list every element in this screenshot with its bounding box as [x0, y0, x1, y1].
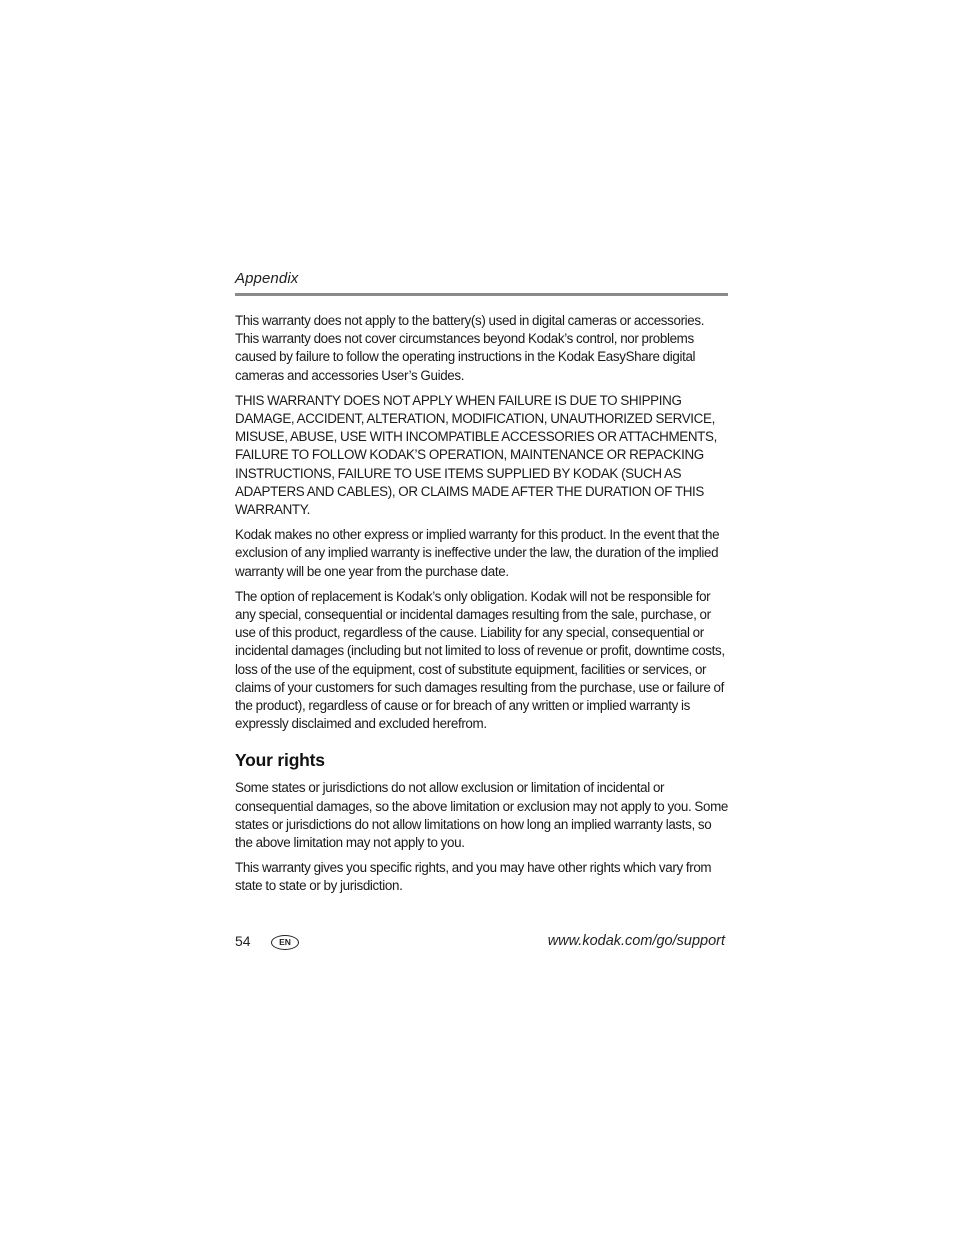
language-badge-icon: EN — [271, 935, 299, 950]
paragraph-warranty-exclusions: THIS WARRANTY DOES NOT APPLY WHEN FAILURE IS DUE TO SHIPPING DAMAGE, ACCIDENT, ALTERATION, MODIFICATION, UNAUTHORIZED SERVICE, MISUSE, ABUSE, USE WITH INCOMPATIBLE ACCESSORIES OR ATTACHMENTS, FAILURE TO FOLLOW KODAK’S OPERATION, MAINTENANCE OR REPACKING INSTRUCTIONS, FAILURE TO USE ITEMS SUPPLIED BY KODAK (SUCH AS ADAPTERS AND CABLES), OR CLAIMS MADE AFTER THE DURATION OF THIS WARRANTY. — [235, 392, 717, 518]
body-text — [235, 312, 728, 903]
paragraph-implied-warranty: Kodak makes no other express or implied warranty for this product. In the event that the exclusion of any implied warranty is ineffective under the law, the duration of the implied warranty will be one year from the purchase date. — [235, 527, 720, 579]
paragraph-specific-rights: This warranty gives you specific rights, and you may have other rights which vary from state to state or by jurisdiction. — [235, 860, 712, 894]
page-number: 54 — [235, 933, 251, 949]
header-rule — [235, 293, 728, 296]
paragraph-replacement-obligation: The option of replacement is Kodak’s only obligation. Kodak will not be responsible for any special, consequential or incidental damages resulting from the sale, purchase, or use of this product, regardless of the cause. Liability for any special, consequential or incidental damages (including but not limited to loss of revenue or profit, downtime costs, loss of the use of the equipment, cost of substitute equipment, facilities or services, or claims of your customers for such damages resulting from the purchase, use or failure of the product), regardless of cause or for breach of any written or implied warranty is expressly disclaimed and excluded herefrom. — [235, 588, 725, 732]
running-head: Appendix — [235, 270, 299, 287]
paragraph-state-limitations: Some states or jurisdictions do not allow exclusion or limitation of incidental or consequential damages, so the above limitation or exclusion may not apply to you. Some states or jurisdictions do not allow limitations on how long an implied warranty lasts, so the above limitation may not apply to you. — [235, 780, 729, 851]
support-url-link[interactable]: www.kodak.com/go/support — [547, 933, 725, 949]
section-heading-your-rights: Your rights — [235, 750, 325, 771]
document-page — [235, 0, 728, 1235]
paragraph-battery-exclusion: This warranty does not apply to the battery(s) used in digital cameras or accessories. This warranty does not cover circumstances beyond Kodak’s control, nor problems caused by failure to follow the operating instructions in the Kodak EasyShare digital cameras and accessories User’s Guides. — [235, 313, 705, 383]
page-footer — [235, 931, 725, 955]
